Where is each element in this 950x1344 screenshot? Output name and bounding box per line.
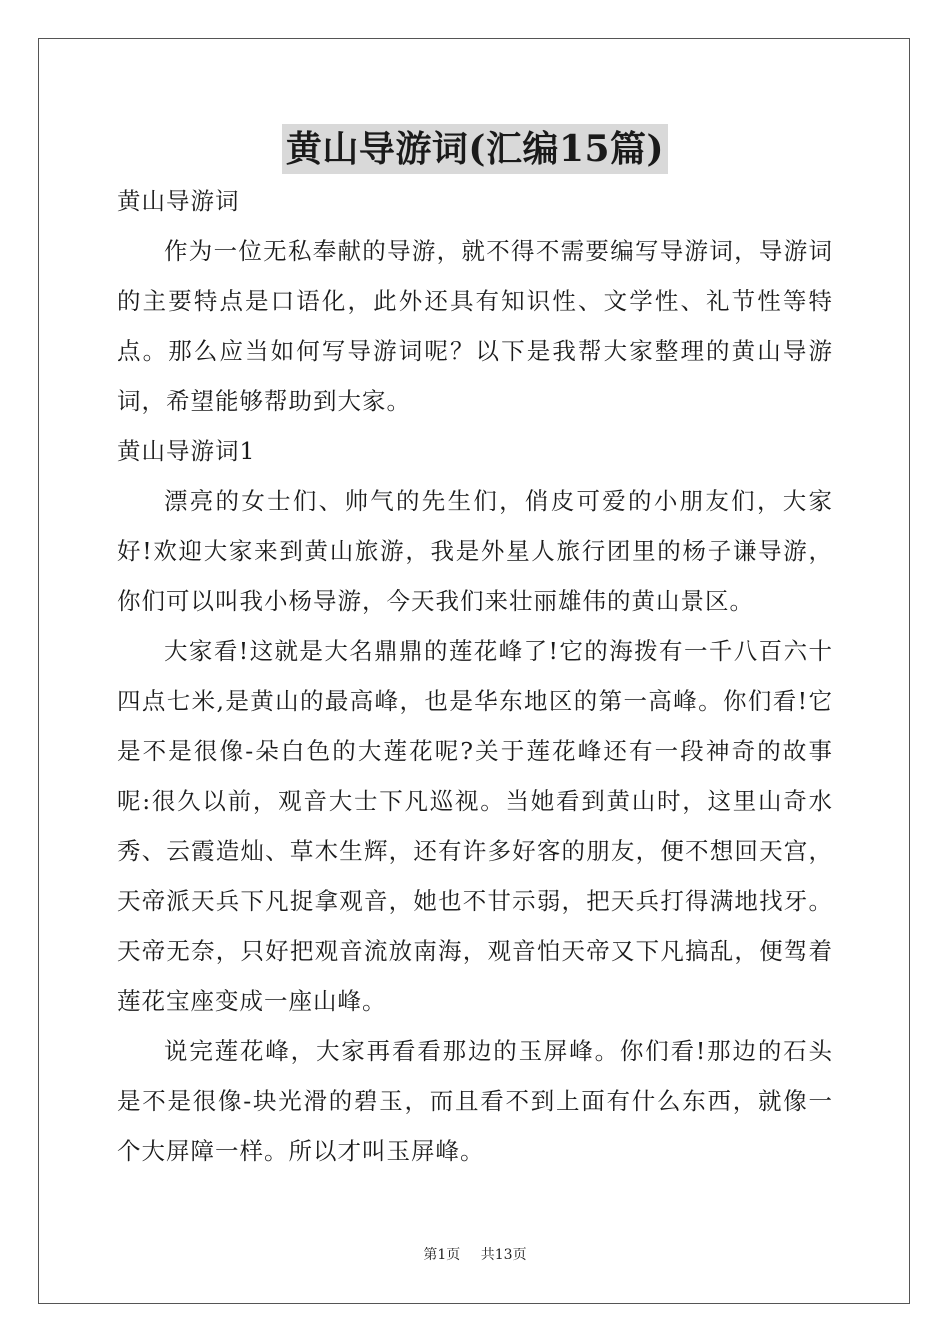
intro-paragraph: 作为一位无私奉献的导游，就不得不需要编写导游词，导游词的主要特点是口语化，此外还具有知识性、文学性、礼节性等特点。那么应当如何写导游词呢？以下是我帮大家整理的黄山导游词，希望能够帮助到大家。 <box>117 237 833 415</box>
document-body <box>117 176 833 1176</box>
page-total: 共13页 <box>480 1247 527 1263</box>
body-paragraph: 大家看!这就是大名鼎鼎的莲花峰了!它的海拨有一千八百六十四点七米,是黄山的最高峰，也是华东地区的第一高峰。你们看!它是不是很像-朵白色的大莲花呢?关于莲花峰还有一段神奇的故事呢:很久以前，观音大士下凡巡视。当她看到黄山时，这里山奇水秀、云霞造灿、草木生辉，还有许多好客的朋友，便不想回天宫，天帝派天兵下凡捉拿观音，她也不甘示弱，把天兵打得满地找牙。天帝无奈，只好把观音流放南海，观音怕天帝又下凡搞乱，便驾着莲花宝座变成一座山峰。 <box>117 637 833 1015</box>
page-footer <box>0 1244 950 1264</box>
intro-heading: 黄山导游词 <box>117 187 240 215</box>
title-container <box>0 124 950 174</box>
document-title: 黄山导游词(汇编15篇) <box>282 124 668 174</box>
body-paragraph: 说完莲花峰，大家再看看那边的玉屏峰。你们看!那边的石头是不是很像-块光滑的碧玉，而且看不到上面有什么东西，就像一个大屏障一样。所以才叫玉屏峰。 <box>117 1037 833 1165</box>
body-paragraph: 漂亮的女士们、帅气的先生们，俏皮可爱的小朋友们，大家好!欢迎大家来到黄山旅游，我是外星人旅行团里的杨子谦导游，你们可以叫我小杨导游，今天我们来壮丽雄伟的黄山景区。 <box>117 487 833 615</box>
section-heading: 黄山导游词1 <box>117 437 256 465</box>
page-number: 第1页 <box>423 1247 461 1263</box>
